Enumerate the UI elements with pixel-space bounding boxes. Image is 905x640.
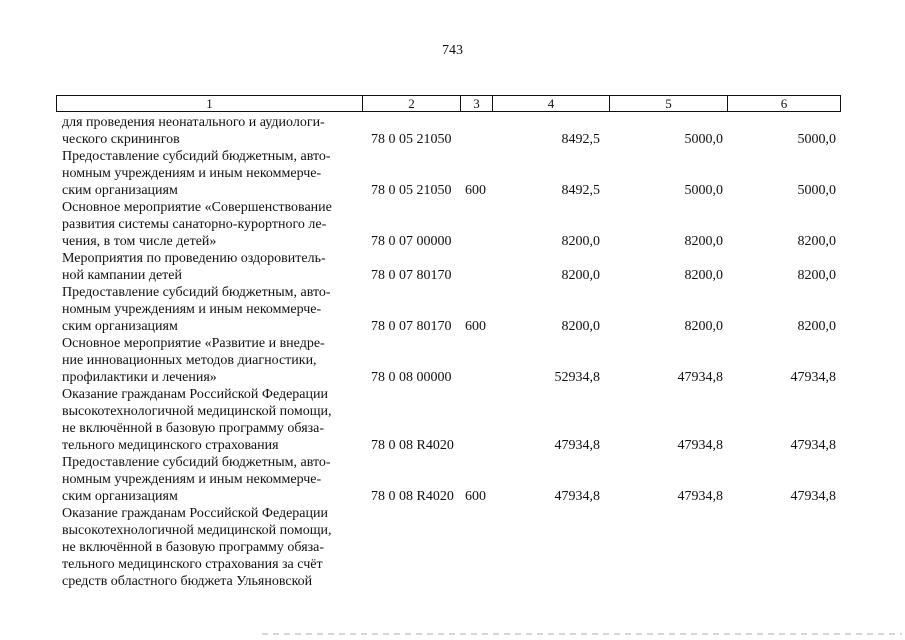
row-description [62, 284, 358, 335]
target-article-code: 78 0 05 21050 [371, 183, 452, 198]
amount-col-6: 8200,0 [797, 268, 836, 283]
description-line: развития системы санаторно-курортного ле- [62, 217, 327, 232]
amount-col-6: 47934,8 [790, 370, 836, 385]
amount-col-5: 8200,0 [684, 319, 723, 334]
target-article-code: 78 0 08 R4020 [371, 489, 454, 504]
page-number: 743 [442, 43, 463, 58]
table-header [56, 95, 841, 112]
description-line: ние инновационных методов диагностики, [62, 353, 317, 368]
description-line: Оказание гражданам Российской Федерации [62, 506, 328, 521]
header-col-1: 1 [206, 96, 213, 111]
table-row [0, 284, 905, 335]
amount-col-4: 47934,8 [554, 438, 600, 453]
description-line: ским организациям [62, 183, 178, 198]
header-col-2: 2 [408, 96, 415, 111]
amount-col-5: 5000,0 [684, 183, 723, 198]
row-description [62, 250, 358, 284]
description-line: ским организациям [62, 319, 178, 334]
amount-col-4: 47934,8 [554, 489, 600, 504]
table-row [0, 454, 905, 505]
table-row [0, 505, 905, 590]
description-line: Мероприятия по проведению оздоровитель- [62, 251, 326, 266]
description-line: профилактики и лечения» [62, 370, 217, 385]
row-description [62, 386, 358, 454]
table-row [0, 335, 905, 386]
target-article-code: 78 0 05 21050 [371, 132, 452, 147]
amount-col-6: 5000,0 [797, 183, 836, 198]
header-col-6: 6 [780, 96, 788, 111]
description-line: номным учреждениям и иным некоммерче- [62, 472, 322, 487]
description-line: высокотехнологичной медицинской помощи, [62, 523, 332, 538]
target-article-code: 78 0 08 00000 [371, 370, 452, 385]
scan-edge-noise [262, 633, 902, 635]
amount-col-4: 8492,5 [561, 132, 600, 147]
amount-col-6: 47934,8 [790, 489, 836, 504]
description-line: Предоставление субсидий бюджетным, авто- [62, 149, 331, 164]
table-row [0, 114, 905, 148]
header-col-3: 3 [473, 96, 480, 111]
row-description [62, 454, 358, 505]
target-article-code: 78 0 07 80170 [371, 268, 452, 283]
row-description [62, 114, 358, 148]
description-line: тельного медицинского страхования за счёт [62, 557, 323, 572]
description-line: не включённой в базовую программу обяза- [62, 540, 325, 555]
amount-col-5: 5000,0 [684, 132, 723, 147]
description-line: не включённой в базовую программу обяза- [62, 421, 325, 436]
amount-col-4: 8200,0 [561, 234, 600, 249]
description-line: Предоставление субсидий бюджетным, авто- [62, 285, 331, 300]
description-line: Предоставление субсидий бюджетным, авто- [62, 455, 331, 470]
table-row [0, 148, 905, 199]
description-line: номным учреждениям и иным некоммерче- [62, 302, 322, 317]
amount-col-6: 47934,8 [790, 438, 836, 453]
description-line: чения, в том числе детей» [62, 234, 217, 249]
amount-col-5: 8200,0 [684, 268, 723, 283]
description-line: тельного медицинского страхования [62, 438, 279, 453]
expense-type: 600 [465, 489, 486, 504]
row-description [62, 199, 358, 250]
description-line: ной кампании детей [62, 268, 182, 283]
amount-col-6: 8200,0 [797, 319, 836, 334]
amount-col-5: 47934,8 [677, 438, 723, 453]
target-article-code: 78 0 07 80170 [371, 319, 452, 334]
amount-col-5: 47934,8 [677, 370, 723, 385]
row-description [62, 335, 358, 386]
table-row [0, 250, 905, 284]
amount-col-4: 52934,8 [554, 370, 600, 385]
row-description [62, 148, 358, 199]
amount-col-6: 8200,0 [797, 234, 836, 249]
header-col-4: 4 [547, 96, 555, 111]
row-description [62, 505, 358, 590]
amount-col-5: 47934,8 [677, 489, 723, 504]
header-col-5: 5 [665, 96, 672, 111]
description-line: Основное мероприятие «Развитие и внедре- [62, 336, 325, 351]
target-article-code: 78 0 07 00000 [371, 234, 452, 249]
target-article-code: 78 0 08 R4020 [371, 438, 454, 453]
description-line: Оказание гражданам Российской Федерации [62, 387, 328, 402]
description-line: ским организациям [62, 489, 178, 504]
amount-col-6: 5000,0 [797, 132, 836, 147]
description-line: средств областного бюджета Ульяновской [62, 574, 313, 589]
amount-col-4: 8492,5 [561, 183, 600, 198]
table-row [0, 199, 905, 250]
amount-col-4: 8200,0 [561, 319, 600, 334]
description-line: для проведения неонатального и аудиологи- [62, 115, 325, 130]
table-row [0, 386, 905, 454]
expense-type: 600 [465, 183, 486, 198]
expense-type: 600 [465, 319, 486, 334]
table-body [0, 114, 905, 590]
description-line: ческого скринингов [62, 132, 180, 147]
description-line: Основное мероприятие «Совершенствование [62, 200, 332, 215]
amount-col-4: 8200,0 [561, 268, 600, 283]
amount-col-5: 8200,0 [684, 234, 723, 249]
description-line: высокотехнологичной медицинской помощи, [62, 404, 332, 419]
description-line: номным учреждениям и иным некоммерче- [62, 166, 322, 181]
